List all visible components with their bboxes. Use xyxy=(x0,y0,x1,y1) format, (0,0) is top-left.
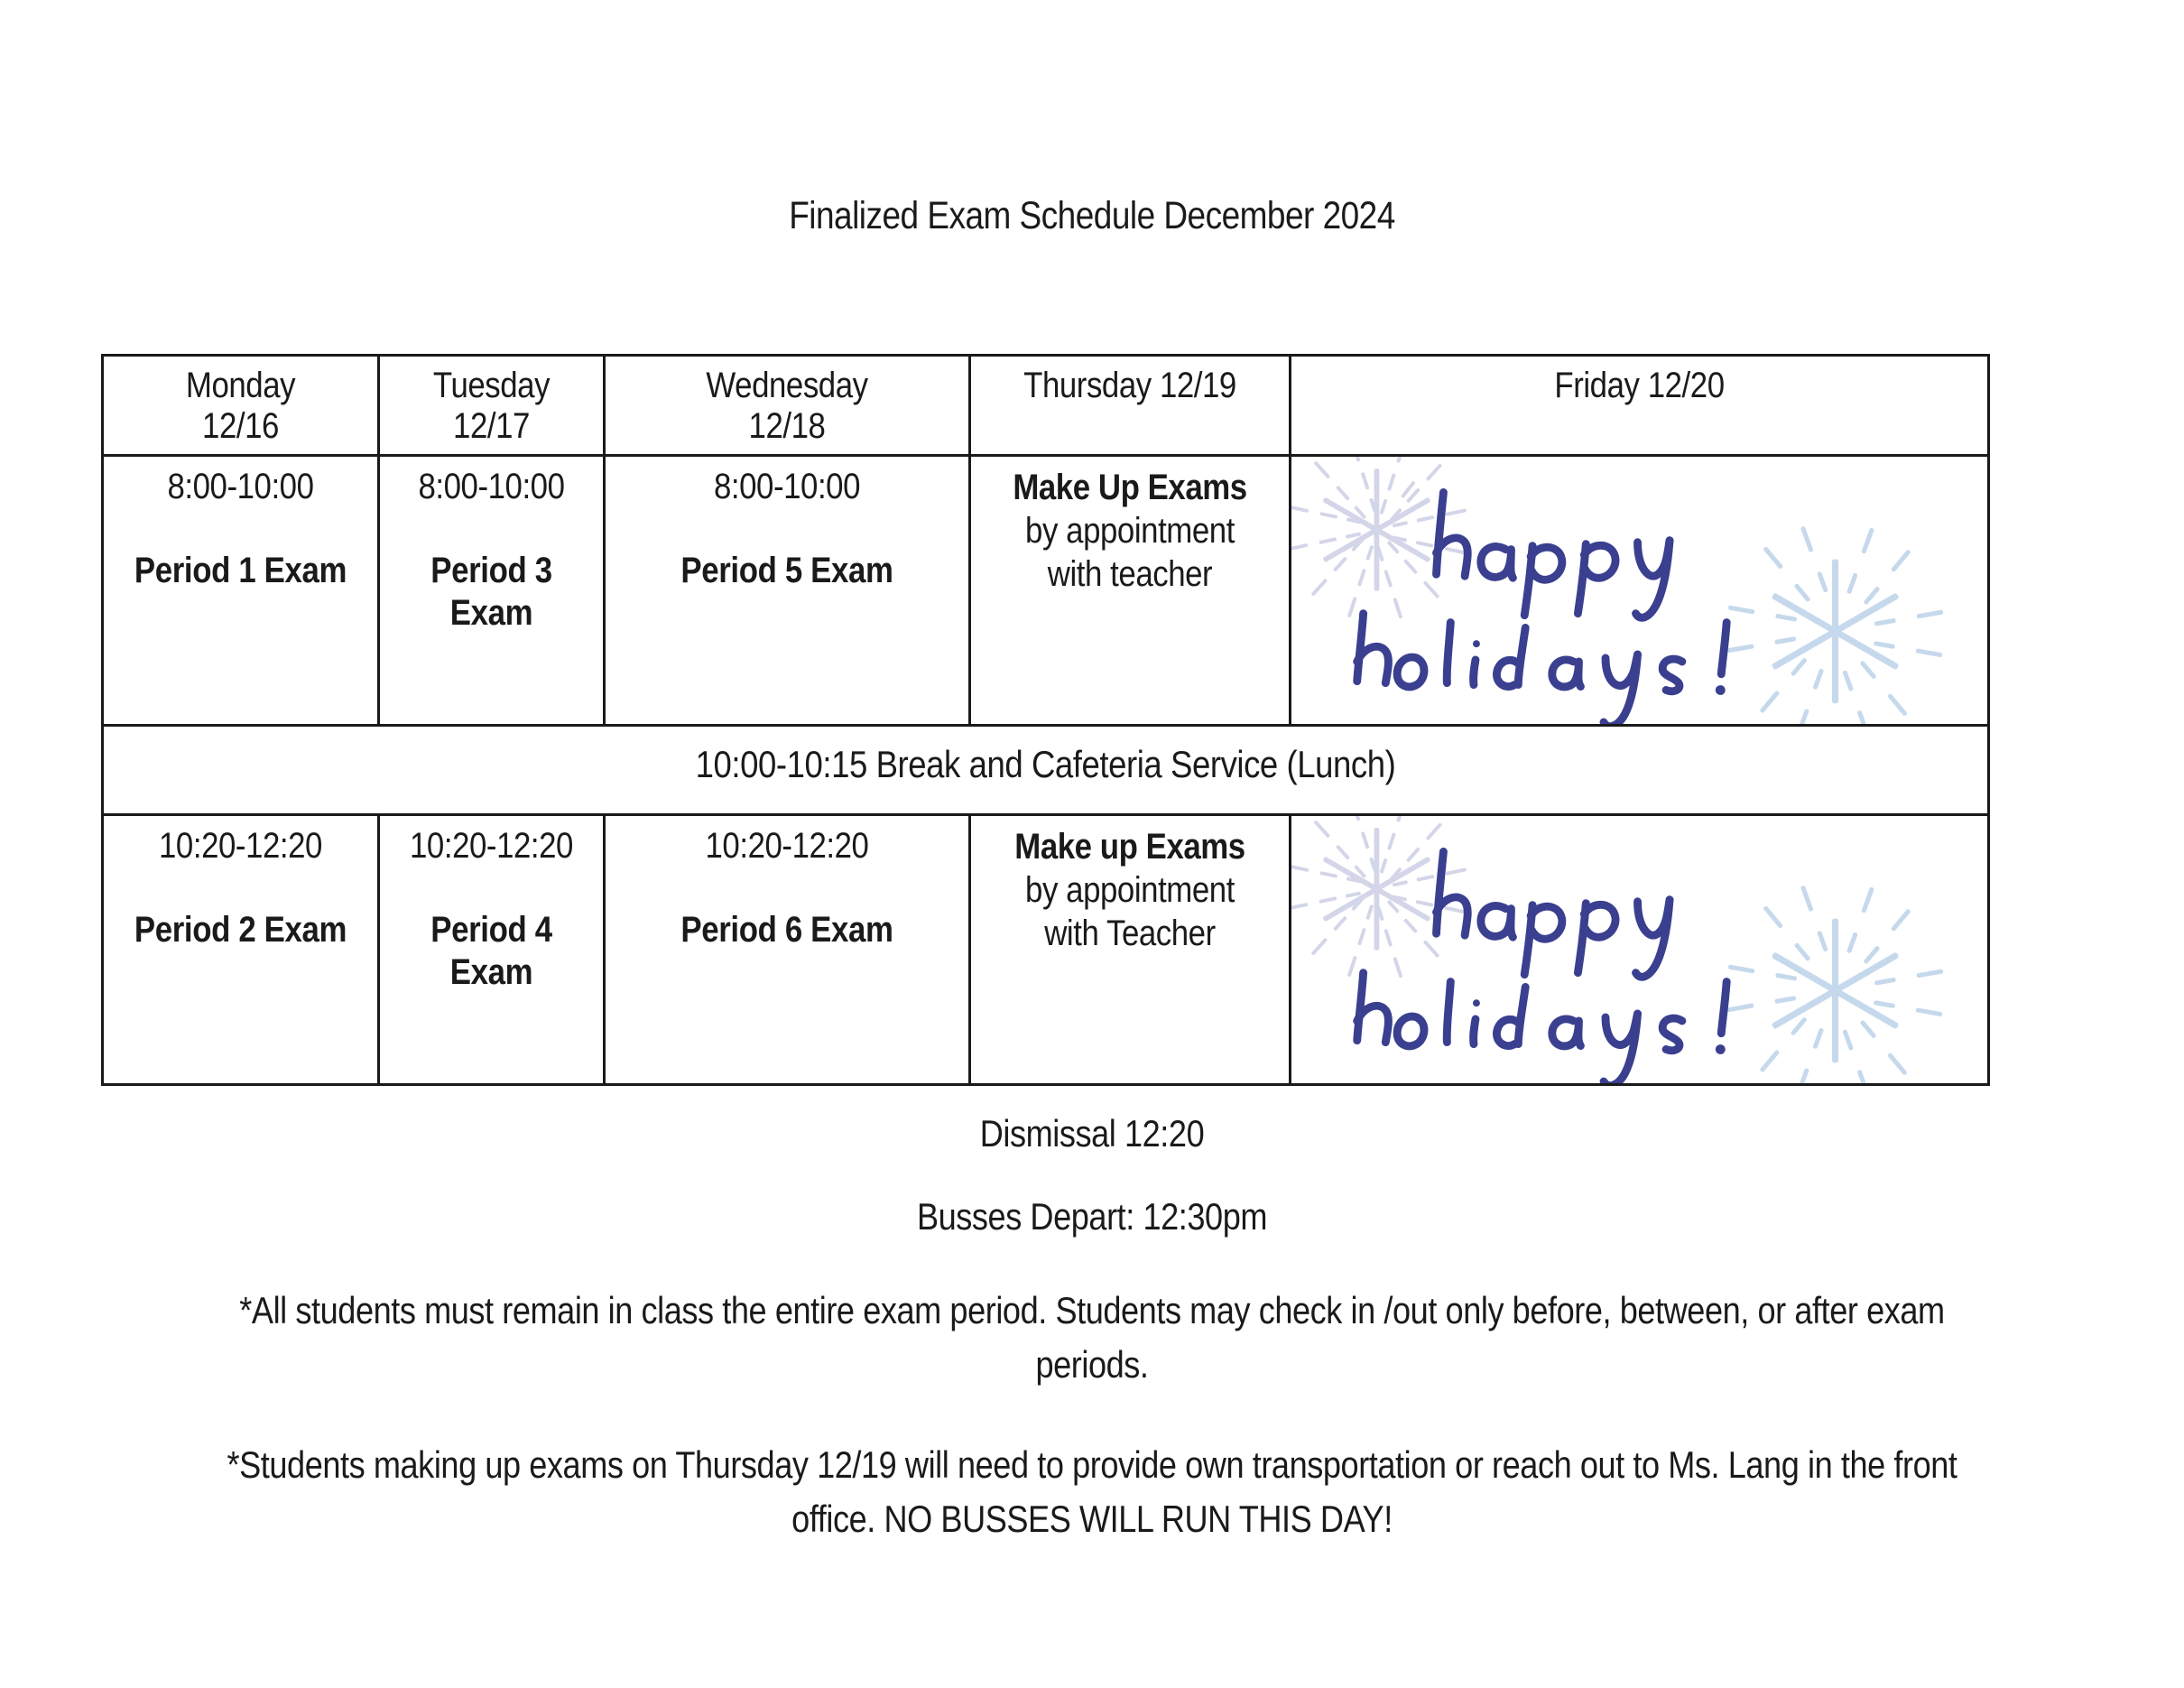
afternoon-cell-tuesday xyxy=(379,815,605,1085)
afternoon-time-wednesday: 10:20-12:20 xyxy=(705,826,869,866)
footer xyxy=(0,1112,2184,1546)
morning-time-tuesday: 8:00-10:00 xyxy=(418,467,565,506)
header-day-tuesday: Tuesday xyxy=(432,366,551,405)
morning-cell-thursday xyxy=(970,456,1291,726)
morning-time-monday: 8:00-10:00 xyxy=(167,467,314,506)
morning-time-wednesday: 8:00-10:00 xyxy=(713,467,861,506)
happy-holidays-graphic-morning xyxy=(1291,457,1987,724)
note-makeup-transportation: *Students making up exams on Thursday 12/19 will need to provide own transportation or reach out to Ms. Lang in the front office. NO BUSSES WILL RUN THIS DAY! xyxy=(227,1443,1957,1540)
morning-cell-monday xyxy=(103,456,379,726)
afternoon-makeup-thursday xyxy=(996,825,1263,955)
happy-holidays-graphic-afternoon xyxy=(1291,816,1987,1083)
afternoon-label-wednesday: Period 6 Exam xyxy=(680,910,893,951)
dismissal-text: Dismissal 12:20 xyxy=(979,1112,1205,1155)
snowflake-blue-icon-morning xyxy=(1724,523,1947,724)
afternoon-makeup-regular: by appointment with Teacher xyxy=(1025,870,1235,953)
header-cell-wednesday xyxy=(605,356,970,456)
header-day-thursday: Thursday 12/19 xyxy=(1023,366,1236,405)
break-cell xyxy=(103,726,1989,815)
afternoon-exam-row xyxy=(103,815,1989,1085)
header-cell-monday xyxy=(103,356,379,456)
morning-exam-row xyxy=(103,456,1989,726)
morning-label-tuesday: Period 3 Exam xyxy=(430,551,552,634)
afternoon-makeup-bold: Make up Exams xyxy=(1014,827,1245,867)
morning-makeup-bold: Make Up Exams xyxy=(1013,468,1247,507)
morning-cell-wednesday xyxy=(605,456,970,726)
holiday-art-svg-afternoon xyxy=(1291,816,1987,1083)
busses-depart-text: Busses Depart: 12:30pm xyxy=(916,1195,1268,1238)
morning-label-monday: Period 1 Exam xyxy=(134,551,347,591)
afternoon-time-tuesday: 10:20-12:20 xyxy=(410,826,573,866)
morning-cell-tuesday xyxy=(379,456,605,726)
header-day-monday: Monday xyxy=(185,366,296,405)
holiday-art-svg-morning xyxy=(1291,457,1987,724)
afternoon-cell-monday xyxy=(103,815,379,1085)
exam-schedule-table xyxy=(101,354,1990,1086)
morning-makeup-thursday xyxy=(996,466,1263,596)
header-date-tuesday: 12/17 xyxy=(453,405,530,446)
header-cell-friday xyxy=(1291,356,1989,456)
header-day-wednesday: Wednesday xyxy=(706,366,868,405)
afternoon-cell-thursday xyxy=(970,815,1291,1085)
morning-label-wednesday: Period 5 Exam xyxy=(680,551,893,591)
header-cell-thursday xyxy=(970,356,1291,456)
snowflake-blue-icon-afternoon xyxy=(1724,882,1947,1083)
afternoon-cell-wednesday xyxy=(605,815,970,1085)
break-row xyxy=(103,726,1989,815)
afternoon-cell-friday xyxy=(1291,815,1989,1085)
afternoon-label-tuesday: Period 4 Exam xyxy=(430,910,552,993)
morning-makeup-regular: by appointment with teacher xyxy=(1025,511,1235,594)
morning-cell-friday xyxy=(1291,456,1989,726)
note-exam-period: *All students must remain in class the entire exam period. Students may check in /out only before, between, or after exam periods. xyxy=(239,1289,1945,1386)
header-cell-tuesday xyxy=(379,356,605,456)
header-date-monday: 12/16 xyxy=(202,405,279,446)
afternoon-time-monday: 10:20-12:20 xyxy=(159,826,322,866)
holiday-script-text-morning xyxy=(1357,492,1726,724)
break-text: 10:00-10:15 Break and Cafeteria Service (Lunch) xyxy=(695,743,1396,785)
header-date-wednesday: 12/18 xyxy=(748,405,826,446)
page-title: Finalized Exam Schedule December 2024 xyxy=(789,194,1395,237)
holiday-script-text-afternoon xyxy=(1357,851,1726,1083)
afternoon-label-monday: Period 2 Exam xyxy=(134,910,347,951)
header-day-friday: Friday 12/20 xyxy=(1554,366,1725,405)
table-header-row xyxy=(103,356,1989,456)
